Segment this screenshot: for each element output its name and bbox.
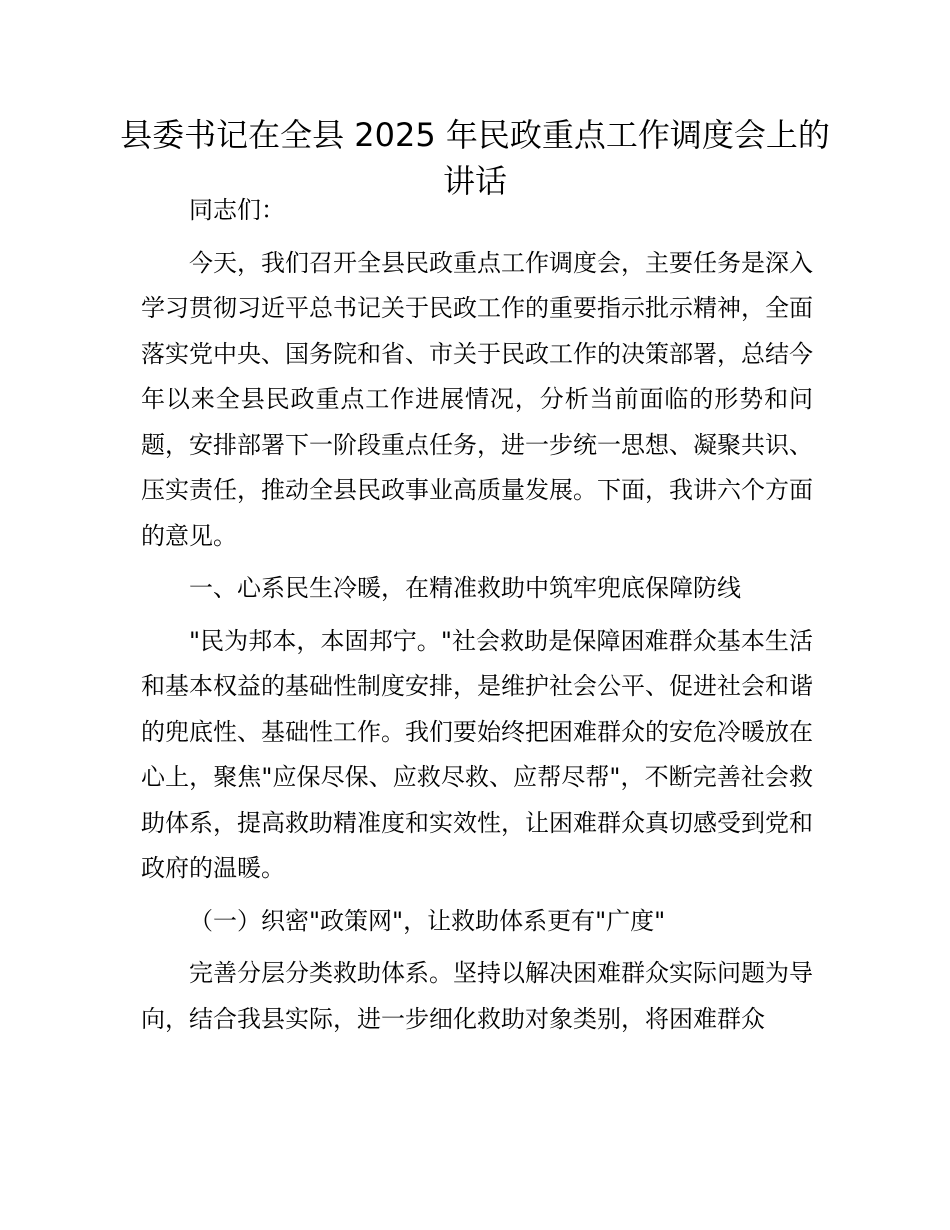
salutation: 同志们： [189, 196, 285, 224]
document-title: 县委书记在全县 2025 年民政重点工作调度会上的讲话 [120, 116, 830, 200]
paragraph-gap [141, 234, 813, 241]
section-heading-1: 一、心系民生冷暖，在精准救助中筑牢兜底保障防线 [189, 574, 741, 602]
paragraph-gap [141, 944, 813, 951]
paragraph-gap [141, 559, 813, 566]
section-1-paragraph: "民为邦本，本固邦宁。"社会救助是保障困难群众基本生活和基本权益的基础性制度安排，是维护社会公平、促进社会和谐的兜底性、基础性工作。我们要始终把困难群众的安危冷暖放在心上，聚焦"应保尽保、应救尽救、应帮尽帮"，不断完善社会救助体系，提高救助精准度和实效性，让困难群众真切感受到党和政府的温暖。 [141, 626, 813, 882]
paragraph-gap [141, 892, 813, 899]
intro-paragraph: 今天，我们召开全县民政重点工作调度会，主要任务是深入学习贯彻习近平总书记关于民政工作的重要指示批示精神，全面落实党中央、国务院和省、市关于民政工作的决策部署，总结今年以来全县民政重点工作进展情况，分析当前面临的形势和问题，安排部署下一阶段重点任务，进一步统一思想、凝聚共识、压实责任，推动全县民政事业高质量发展。下面，我讲六个方面的意见。 [141, 248, 813, 550]
subsection-1-1-paragraph: 完善分层分类救助体系。坚持以解决困难群众实际问题为导向，结合我县实际，进一步细化救助对象类别，将困难群众 [141, 959, 813, 1033]
subsection-heading-1-1: （一）织密"政策网"，让救助体系更有"广度" [189, 906, 666, 935]
document-body [141, 188, 813, 1042]
paragraph-gap [141, 612, 813, 619]
